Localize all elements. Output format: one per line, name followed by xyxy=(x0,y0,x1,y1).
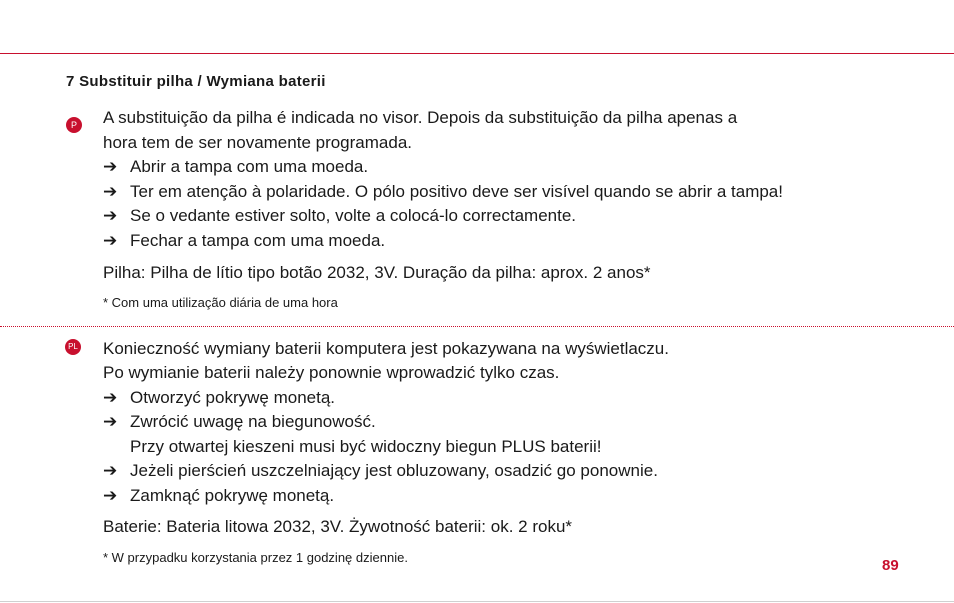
pl-step xyxy=(103,460,658,482)
arrow-right-icon: ➔ xyxy=(103,486,118,505)
pt-step-text: Abrir a tampa com uma moeda. xyxy=(130,157,369,176)
pl-step xyxy=(103,387,335,409)
section-heading: 7 Substituir pilha / Wymiana baterii xyxy=(66,73,326,90)
arrow-right-icon: ➔ xyxy=(103,388,118,407)
pl-step-text: Zwrócić uwagę na biegunowość. xyxy=(130,412,376,431)
page-number: 89 xyxy=(882,557,899,574)
pl-step xyxy=(103,411,376,433)
pl-step-text: Otworzyć pokrywę monetą. xyxy=(130,388,336,407)
pt-step-text: Se o vedante estiver solto, volte a colocá-lo correctamente. xyxy=(130,206,577,225)
arrow-right-icon: ➔ xyxy=(103,157,118,176)
bottom-rule xyxy=(0,601,954,602)
pt-step xyxy=(103,156,368,178)
pt-step-text: Fechar a tampa com uma moeda. xyxy=(130,231,386,250)
pt-step xyxy=(103,205,576,227)
arrow-right-icon: ➔ xyxy=(103,461,118,480)
arrow-right-icon: ➔ xyxy=(103,182,118,201)
pl-footnote: * W przypadku korzystania przez 1 godzinę dziennie. xyxy=(103,550,408,565)
pt-step-text: Ter em atenção à polaridade. O pólo positivo deve ser visível quando se abrir a tampa! xyxy=(130,182,783,201)
pl-intro-line-1: Konieczność wymiany baterii komputera jest pokazywana na wyświetlaczu. xyxy=(103,339,669,358)
pl-battery-info: Baterie: Bateria litowa 2032, 3V. Żywotność baterii: ok. 2 roku* xyxy=(103,517,573,536)
pt-step xyxy=(103,230,385,252)
arrow-right-icon: ➔ xyxy=(103,231,118,250)
pl-step-text: Zamknąć pokrywę monetą. xyxy=(130,486,335,505)
pl-step-text: Jeżeli pierścień uszczelniający jest obluzowany, osadzić go ponownie. xyxy=(130,461,658,480)
pt-step xyxy=(103,181,783,203)
arrow-right-icon: ➔ xyxy=(103,412,118,431)
pt-battery-info: Pilha: Pilha de lítio tipo botão 2032, 3V. Duração da pilha: aprox. 2 anos* xyxy=(103,263,651,282)
pt-intro-line-2: hora tem de ser novamente programada. xyxy=(103,133,413,152)
pl-intro-line-2: Po wymianie baterii należy ponownie wprowadzić tylko czas. xyxy=(103,363,560,382)
language-badge-pt: P xyxy=(66,117,82,133)
pt-footnote: * Com uma utilização diária de uma hora xyxy=(103,295,338,310)
pl-step-continuation: Przy otwartej kieszeni musi być widoczny biegun PLUS baterii! xyxy=(130,437,602,456)
pl-step xyxy=(103,485,334,507)
section-divider xyxy=(0,326,954,327)
language-badge-pl: PL xyxy=(65,339,81,355)
top-rule xyxy=(0,53,954,54)
arrow-right-icon: ➔ xyxy=(103,206,118,225)
pt-intro-line-1: A substituição da pilha é indicada no visor. Depois da substituição da pilha apenas a xyxy=(103,108,738,127)
